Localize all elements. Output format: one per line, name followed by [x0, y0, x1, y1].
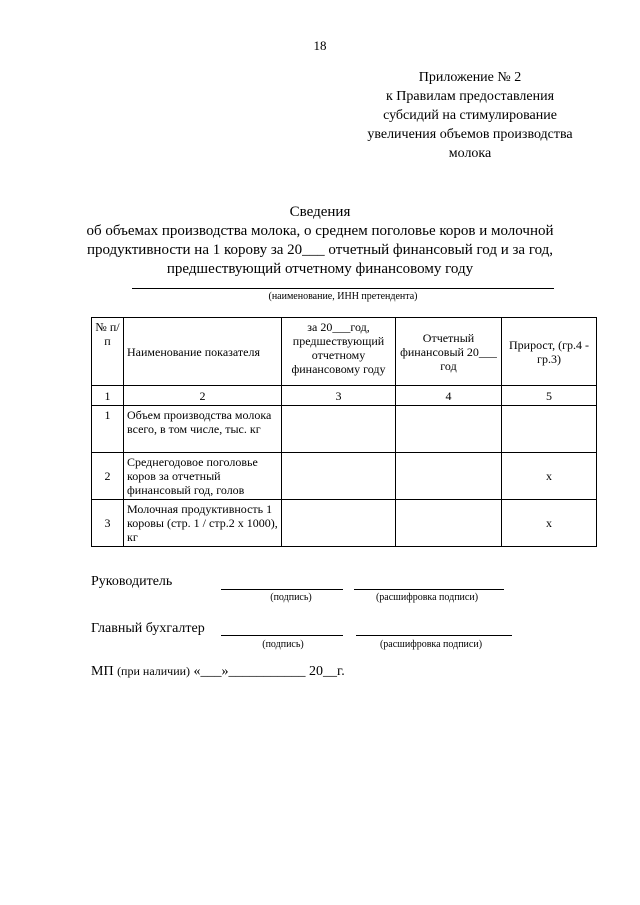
head-decode-caption: (расшифровка подписи): [375, 592, 479, 603]
row-name: Среднегодовое поголовье коров за отчетный финансовый год, голов: [124, 453, 282, 500]
appendix-line: Приложение № 2: [418, 70, 522, 85]
appendix-line: увеличения объемов производства: [367, 127, 573, 142]
accountant-signature-caption: (подпись): [262, 639, 304, 650]
applicant-field-line[interactable]: [132, 288, 554, 289]
subtitle-line: предшествующий отчетному финансовому году: [166, 261, 474, 277]
table-row: [92, 406, 597, 453]
row-number: 1: [92, 406, 124, 453]
column-number: 2: [124, 386, 282, 406]
column-number: 3: [282, 386, 396, 406]
header-cell-prev-year: за 20___год, предшествующий отчетному финансовому году: [282, 318, 396, 386]
appendix-line: субсидий на стимулирование: [383, 108, 557, 123]
row-current-value[interactable]: [396, 500, 502, 547]
row-growth-value: х: [502, 453, 597, 500]
head-decode-line[interactable]: [354, 589, 504, 590]
row-growth-value[interactable]: [502, 406, 597, 453]
head-signature-line[interactable]: [221, 589, 343, 590]
subtitle-line: об объемах производства молока, о среднем поголовье коров и молочной: [86, 223, 554, 239]
row-number: 2: [92, 453, 124, 500]
column-number: 4: [396, 386, 502, 406]
row-prev-value[interactable]: [282, 406, 396, 453]
applicant-caption: (наименование, ИНН претендента): [268, 291, 418, 302]
row-current-value[interactable]: [396, 453, 502, 500]
header-cell-name: Наименование показателя: [124, 318, 282, 386]
row-prev-value[interactable]: [282, 500, 396, 547]
column-number: 5: [502, 386, 597, 406]
row-growth-value: х: [502, 500, 597, 547]
accountant-decode-line[interactable]: [356, 635, 512, 636]
appendix-line: к Правилам предоставления: [385, 89, 555, 104]
stamp-note: (при наличии): [117, 664, 191, 678]
document-subtitle: [40, 222, 600, 279]
row-number: 3: [92, 500, 124, 547]
row-name: Молочная продуктивность 1 коровы (стр. 1 / стр.2 х 1000), кг: [124, 500, 282, 547]
header-cell-num: № п/п: [92, 318, 124, 386]
page-number: 18: [313, 38, 327, 53]
indicators-table: [91, 317, 597, 547]
head-label: Руководитель: [91, 574, 173, 589]
stamp-date[interactable]: «___»___________ 20__г.: [193, 664, 345, 679]
appendix-block: [352, 68, 588, 163]
accountant-label: Главный бухгалтер: [91, 621, 205, 636]
table-column-numbers-row: [92, 386, 597, 406]
column-number: 1: [92, 386, 124, 406]
row-prev-value[interactable]: [282, 453, 396, 500]
subtitle-line: продуктивности на 1 корову за 20___ отчетный финансовый год и за год,: [86, 242, 554, 258]
row-name: Объем производства молока всего, в том числе, тыс. кг: [124, 406, 282, 453]
table-header-row: [92, 318, 597, 386]
appendix-line: молока: [448, 146, 492, 161]
header-cell-growth: Прирост, (гр.4 - гр.3): [502, 318, 597, 386]
stamp-prefix: МП: [91, 664, 114, 679]
document-title: Сведения: [289, 204, 351, 220]
accountant-signature-line[interactable]: [221, 635, 343, 636]
header-cell-current-year: Отчетный финансовый 20___ год: [396, 318, 502, 386]
stamp-date-line: [91, 664, 345, 680]
head-signature-caption: (подпись): [270, 592, 312, 603]
row-current-value[interactable]: [396, 406, 502, 453]
table-row: [92, 500, 597, 547]
table-row: [92, 453, 597, 500]
accountant-decode-caption: (расшифровка подписи): [379, 639, 483, 650]
